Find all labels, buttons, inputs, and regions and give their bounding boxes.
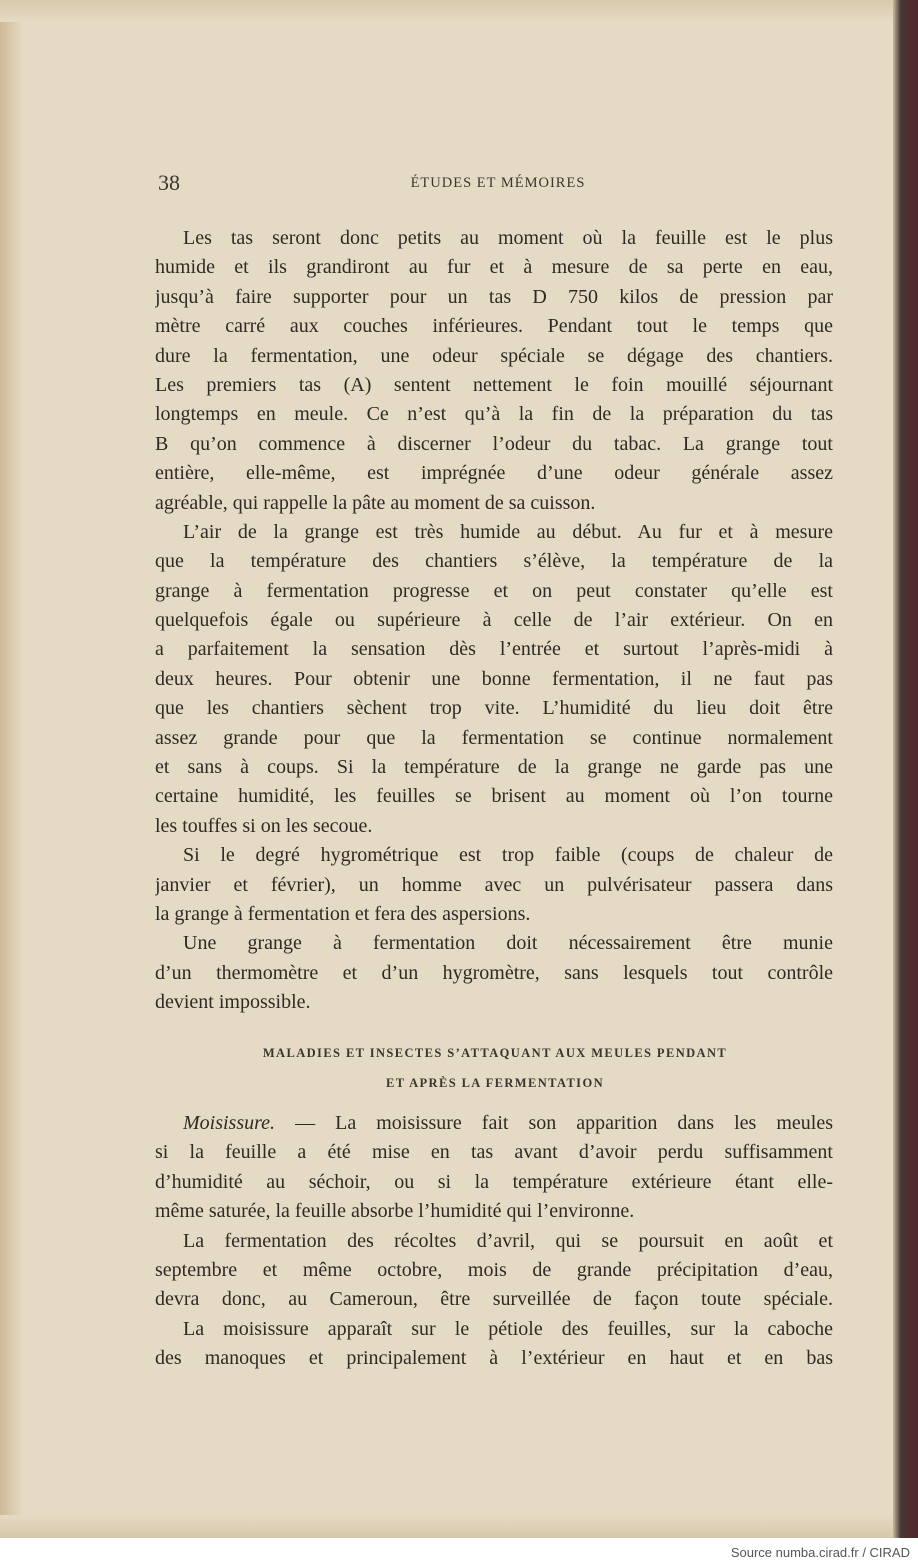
paragraph-line: si la feuille a été mise en tas avant d’avoir perdu suffisamment	[155, 1141, 833, 1164]
paragraph-line: la grange à fermentation et fera des aspersions.	[155, 902, 531, 925]
paragraph-line: devra donc, au Cameroun, être surveillée de façon toute spéciale.	[155, 1288, 833, 1311]
paragraph-line: Si le degré hygrométrique est trop faible (coups de chaleur de	[183, 844, 833, 867]
body-text-bottom	[155, 1109, 833, 1374]
paragraph-line: La fermentation des récoltes d’avril, qui se poursuit en août et	[183, 1229, 833, 1252]
paragraph-line: certaine humidité, les feuilles se brisent au moment où l’on tourne	[155, 785, 833, 808]
section-heading	[155, 1038, 835, 1098]
page-left-edge	[0, 0, 22, 1538]
paragraph-line: que la température des chantiers s’élève, la température de la	[155, 550, 833, 573]
paragraph-line: mètre carré aux couches inférieures. Pendant tout le temps que	[155, 315, 833, 338]
book-cover-spine	[906, 0, 918, 1538]
paragraph-line: jusqu’à faire supporter pour un tas D 750 kilos de pression par	[155, 285, 833, 308]
paragraph-line: a parfaitement la sensation dès l’entrée et surtout l’après-midi à	[155, 638, 833, 661]
source-credit: Source numba.cirad.fr / CIRAD	[730, 1545, 910, 1560]
paragraph-line: L’air de la grange est très humide au début. Au fur et à mesure	[183, 520, 833, 543]
line-text: — La moisissure fait son apparition dans les meules	[275, 1112, 833, 1134]
paragraph-line: La moisissure apparaît sur le pétiole des feuilles, sur la caboche	[183, 1317, 833, 1340]
paragraph-line: septembre et même octobre, mois de grande précipitation d’eau,	[155, 1258, 833, 1281]
section-heading-line-2: ET APRÈS LA FERMENTATION	[385, 1076, 604, 1090]
paragraph-line	[155, 1109, 833, 1138]
paragraph-line: agréable, qui rappelle la pâte au moment de sa cuisson.	[155, 491, 596, 514]
paragraph-line: Les premiers tas (A) sentent nettement le foin mouillé séjournant	[155, 373, 833, 396]
page-top-edge	[0, 0, 918, 22]
running-header	[158, 170, 838, 198]
paragraph-line: que les chantiers sèchent trop vite. L’humidité du lieu doit être	[155, 697, 833, 720]
running-title: ÉTUDES ET MÉMOIRES	[410, 175, 586, 191]
paragraph-line: quelquefois égale ou supérieure à celle de l’air extérieur. On en	[155, 609, 833, 632]
italic-lead: Moisissure.	[183, 1112, 276, 1134]
paragraph-line: devient impossible.	[155, 991, 311, 1014]
paragraph-line: B qu’on commence à discerner l’odeur du tabac. La grange tout	[155, 432, 833, 455]
paragraph-line: humide et ils grandiront au fur et à mesure de sa perte en eau,	[155, 256, 833, 279]
paragraph-line: et sans à coups. Si la température de la grange ne garde pas une	[155, 756, 833, 779]
paragraph-line: Une grange à fermentation doit nécessairement être munie	[183, 932, 833, 955]
paragraph-line: longtemps en meule. Ce n’est qu’à la fin de la préparation du tas	[155, 403, 833, 426]
paragraph-line: d’humidité au séchoir, ou si la température extérieure étant elle-	[155, 1170, 833, 1193]
section-heading-line-1: MALADIES ET INSECTES S’ATTAQUANT AUX MEULES PENDANT	[262, 1046, 728, 1060]
paragraph-line: les touffes si on les secoue.	[155, 814, 373, 837]
paragraph-line: des manoques et principalement à l’extérieur en haut et en bas	[155, 1347, 833, 1370]
paragraph-line: même saturée, la feuille absorbe l’humidité qui l’environne.	[155, 1200, 635, 1223]
paragraph-line: janvier et février), un homme avec un pulvérisateur passera dans	[155, 873, 833, 896]
paragraph-line: d’un thermomètre et d’un hygromètre, sans lesquels tout contrôle	[155, 961, 833, 984]
page-number: 38	[158, 170, 180, 195]
paragraph-line: Les tas seront donc petits au moment où la feuille est le plus	[183, 227, 833, 249]
paragraph-line: assez grande pour que la fermentation se continue normalement	[155, 726, 833, 749]
paragraph-line: entière, elle-même, est imprégnée d’une odeur générale assez	[155, 462, 833, 485]
page-bottom-edge	[0, 1515, 918, 1538]
body-text-top	[155, 224, 833, 1018]
paragraph-line: dure la fermentation, une odeur spéciale se dégage des chantiers.	[155, 344, 833, 367]
paragraph-line: grange à fermentation progresse et on peut constater qu’elle est	[155, 579, 833, 602]
paragraph-line: deux heures. Pour obtenir une bonne fermentation, il ne faut pas	[155, 667, 833, 690]
